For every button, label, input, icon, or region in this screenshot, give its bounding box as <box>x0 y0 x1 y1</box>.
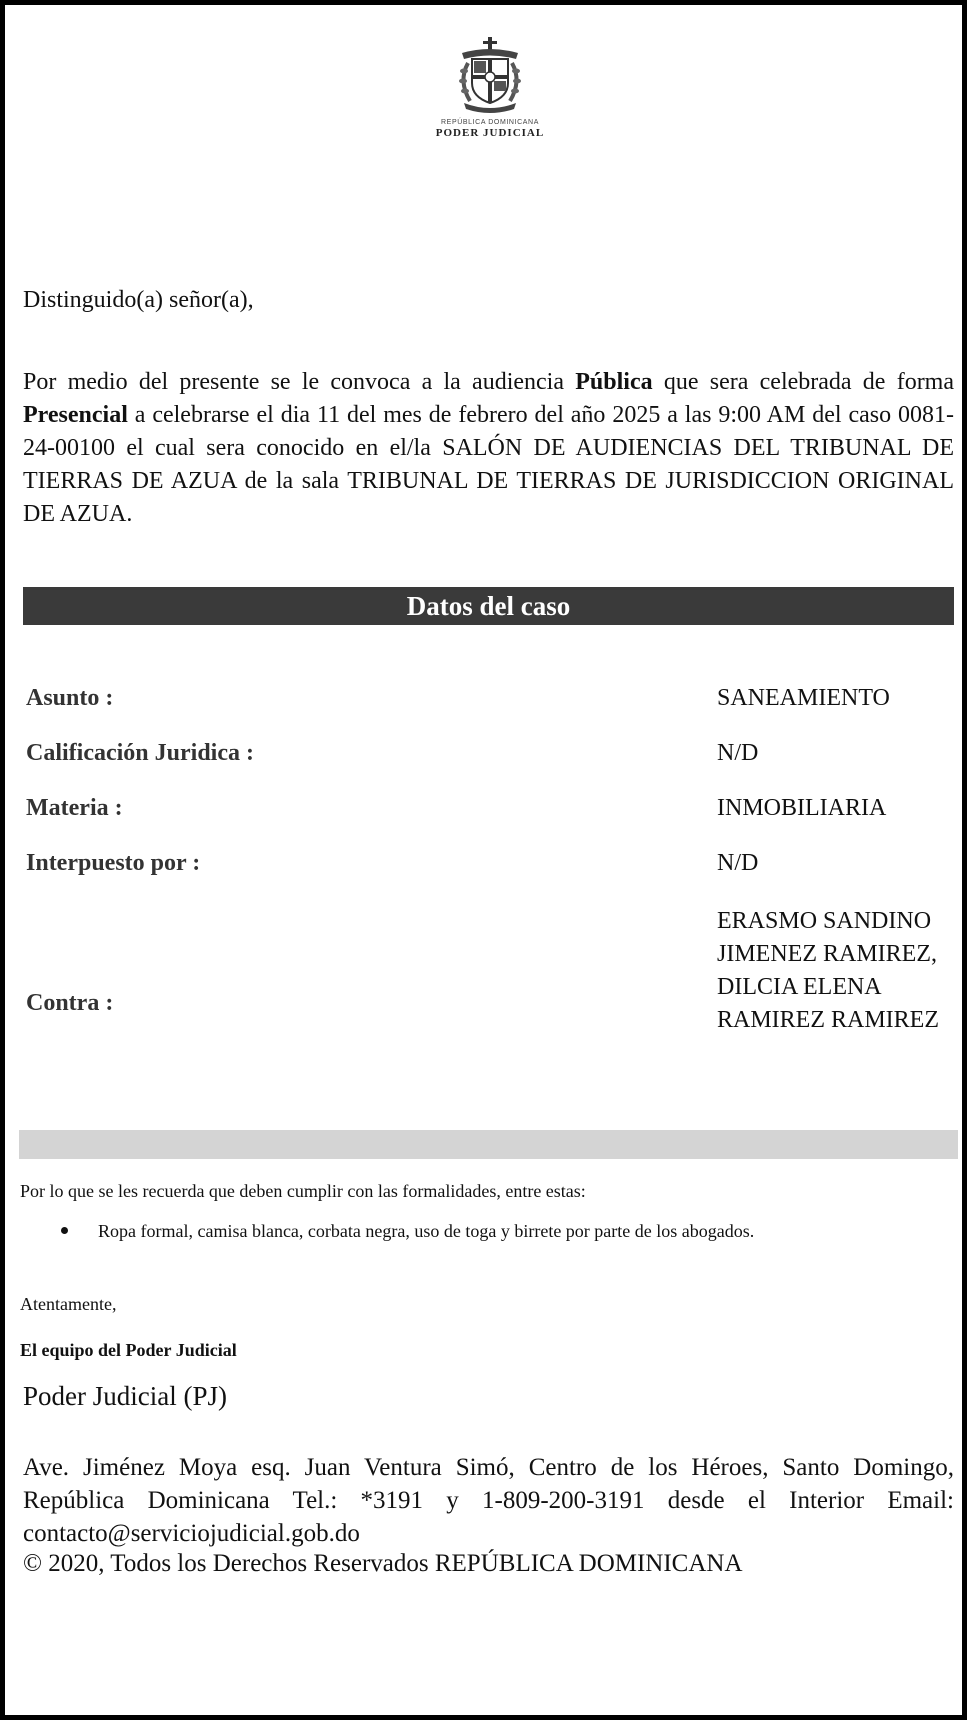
footer-copyright: © 2020, Todos los Derechos Reservados REPÚBLICA DOMINICANA <box>23 1550 743 1577</box>
field-value: N/D <box>717 740 759 766</box>
logo-title: PODER JUDICIAL <box>435 127 545 139</box>
footer-address: Ave. Jiménez Moya esq. Juan Ventura Simó, Centro de los Héroes, Santo Domingo, República Dominicana Tel.: *3191 y 1-809-200-3191 desde el Interior Email: contacto@serviciojudicial.gob.do <box>23 1454 954 1547</box>
footer-org: Poder Judicial (PJ) <box>23 1381 227 1411</box>
convocation-paragraph <box>23 366 954 531</box>
reminder-item <box>61 1221 754 1242</box>
field-label: Materia : <box>26 795 123 821</box>
hearing-mode: Presencial <box>23 402 128 428</box>
reminder-item-text: Ropa formal, camisa blanca, corbata negra, uso de toga y birrete por parte de los abogados. <box>98 1221 755 1241</box>
field-value: N/D <box>717 850 759 876</box>
field-value: SANEAMIENTO <box>717 685 890 711</box>
field-label: Interpuesto por : <box>26 850 201 876</box>
reminder-intro: Por lo que se les recuerda que deben cumplir con las formalidades, entre estas: <box>20 1181 586 1201</box>
bullet-icon <box>61 1227 68 1234</box>
field-value: ERASMO SANDINO JIMENEZ RAMIREZ, DILCIA ELENA RAMIREZ RAMIREZ <box>717 908 939 1033</box>
paragraph-part-1: Por medio del presente se le convoca a la audiencia <box>23 369 576 395</box>
poder-judicial-logo <box>425 35 555 139</box>
paragraph-part-3: a celebrarse el dia 11 del mes de febrero del año 2025 a las 9:00 AM del caso 0081-24-00100 el cual sera conocido en el/la SALÓN DE AUDIENCIAS DEL TRIBUNAL DE TIERRAS DE AZUA de la sala TRIBUNAL DE TIERRAS DE JURISDICCION ORIGINAL DE AZUA. <box>23 402 954 527</box>
field-label: Contra : <box>26 990 114 1016</box>
field-label: Asunto : <box>26 685 114 711</box>
field-value: INMOBILIARIA <box>717 795 887 821</box>
field-label: Calificación Juridica : <box>26 740 254 766</box>
hearing-type-public: Pública <box>575 369 653 395</box>
paragraph-part-2: que sera celebrada de forma <box>652 369 955 395</box>
coat-of-arms-icon <box>454 35 526 115</box>
logo-subtitle: REPÚBLICA DOMINICANA <box>441 119 539 126</box>
section-divider <box>19 1130 958 1159</box>
closing-team: El equipo del Poder Judicial <box>20 1340 237 1360</box>
closing-salutation: Atentamente, <box>20 1294 117 1314</box>
greeting: Distinguido(a) señor(a), <box>23 287 254 313</box>
case-section-title: Datos del caso <box>23 587 954 625</box>
